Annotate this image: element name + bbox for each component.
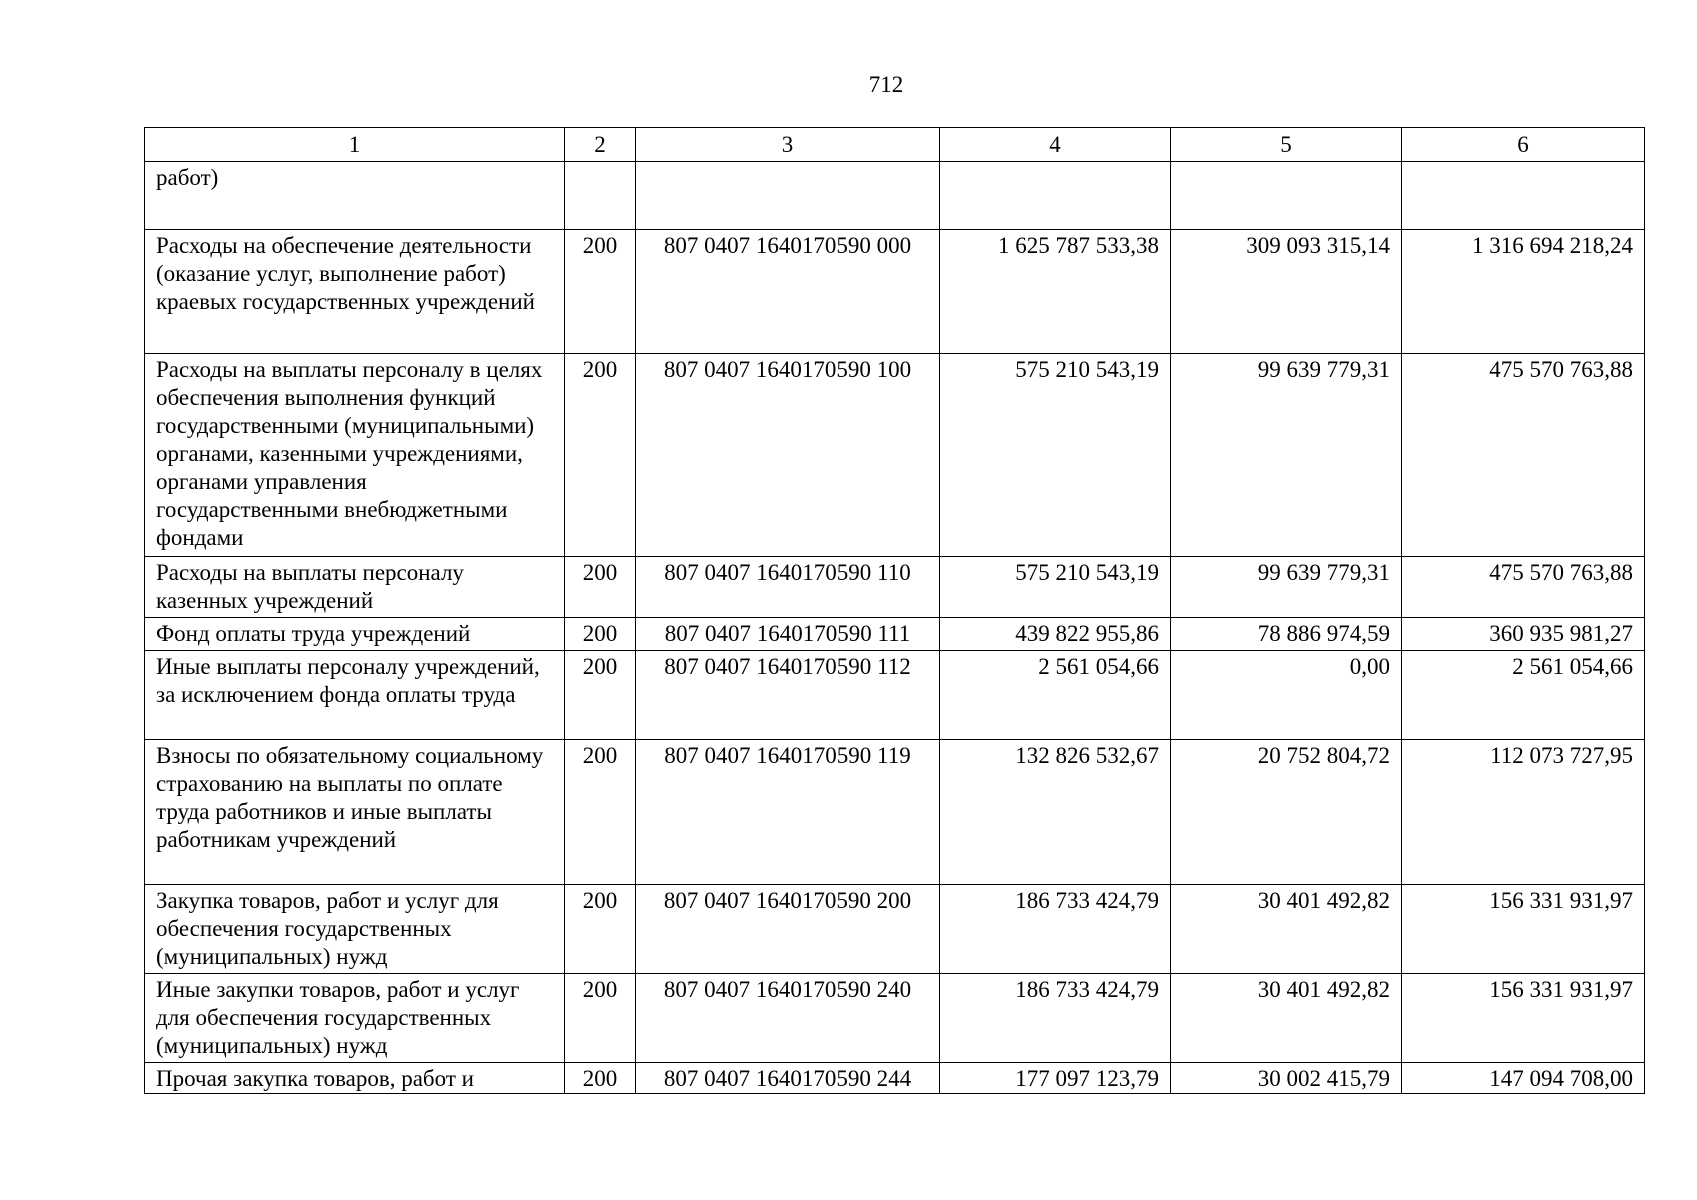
- row-name-cell: Расходы на выплаты персоналу казенных учреждений: [145, 557, 565, 618]
- row-approved-cell: 177 097 123,79: [940, 1063, 1171, 1094]
- row-executed-cell: 20 752 804,72: [1171, 740, 1402, 885]
- row-remaining-cell: 475 570 763,88: [1402, 354, 1645, 557]
- row-executed-cell: 99 639 779,31: [1171, 557, 1402, 618]
- row-name-cell: Расходы на выплаты персоналу в целях обеспечения выполнения функций государственными (муниципальными) органами, казенными учреждениями, органами управления государственными внебюджетными фондами: [145, 354, 565, 557]
- table-row: [145, 162, 1645, 230]
- page-number: 712: [868, 72, 904, 97]
- row-line-code-cell: 200: [565, 651, 636, 740]
- table-row: [145, 1063, 1645, 1094]
- row-line-code-cell: 200: [565, 885, 636, 974]
- row-name-cell: Иные закупки товаров, работ и услуг для обеспечения государственных (муниципальных) нужд: [145, 974, 565, 1063]
- row-remaining-cell: 2 561 054,66: [1402, 651, 1645, 740]
- row-budget-code-cell: 807 0407 1640170590 000: [636, 230, 940, 354]
- row-approved-cell: 1 625 787 533,38: [940, 230, 1171, 354]
- row-remaining-cell: 112 073 727,95: [1402, 740, 1645, 885]
- column-header: 5: [1171, 128, 1402, 162]
- row-budget-code-cell: [636, 162, 940, 230]
- table-row: [145, 885, 1645, 974]
- column-header: 1: [145, 128, 565, 162]
- table-row: [145, 557, 1645, 618]
- row-executed-cell: 78 886 974,59: [1171, 618, 1402, 651]
- row-line-code-cell: [565, 162, 636, 230]
- row-remaining-cell: 156 331 931,97: [1402, 885, 1645, 974]
- table-row: [145, 740, 1645, 885]
- row-budget-code-cell: 807 0407 1640170590 240: [636, 974, 940, 1063]
- row-line-code-cell: 200: [565, 618, 636, 651]
- row-remaining-cell: 360 935 981,27: [1402, 618, 1645, 651]
- row-executed-cell: 309 093 315,14: [1171, 230, 1402, 354]
- table-row: [145, 651, 1645, 740]
- row-line-code-cell: 200: [565, 230, 636, 354]
- row-name-cell: работ): [145, 162, 565, 230]
- row-executed-cell: 0,00: [1171, 651, 1402, 740]
- row-budget-code-cell: 807 0407 1640170590 110: [636, 557, 940, 618]
- table-row: [145, 974, 1645, 1063]
- row-budget-code-cell: 807 0407 1640170590 100: [636, 354, 940, 557]
- row-approved-cell: 132 826 532,67: [940, 740, 1171, 885]
- row-line-code-cell: 200: [565, 354, 636, 557]
- row-remaining-cell: 156 331 931,97: [1402, 974, 1645, 1063]
- row-name-cell: Закупка товаров, работ и услуг для обеспечения государственных (муниципальных) нужд: [145, 885, 565, 974]
- row-remaining-cell: 475 570 763,88: [1402, 557, 1645, 618]
- row-line-code-cell: 200: [565, 974, 636, 1063]
- row-budget-code-cell: 807 0407 1640170590 112: [636, 651, 940, 740]
- row-name-cell: Взносы по обязательному социальному страхованию на выплаты по оплате труда работников и иные выплаты работникам учреждений: [145, 740, 565, 885]
- table-row: [145, 230, 1645, 354]
- column-header: 3: [636, 128, 940, 162]
- row-budget-code-cell: 807 0407 1640170590 200: [636, 885, 940, 974]
- row-budget-code-cell: 807 0407 1640170590 111: [636, 618, 940, 651]
- row-executed-cell: 30 401 492,82: [1171, 885, 1402, 974]
- row-executed-cell: [1171, 162, 1402, 230]
- row-line-code-cell: 200: [565, 740, 636, 885]
- row-name-cell: Иные выплаты персоналу учреждений, за исключением фонда оплаты труда: [145, 651, 565, 740]
- row-remaining-cell: 147 094 708,00: [1402, 1063, 1645, 1094]
- row-budget-code-cell: 807 0407 1640170590 119: [636, 740, 940, 885]
- row-name-cell: Расходы на обеспечение деятельности (оказание услуг, выполнение работ) краевых государственных учреждений: [145, 230, 565, 354]
- row-approved-cell: 439 822 955,86: [940, 618, 1171, 651]
- row-executed-cell: 99 639 779,31: [1171, 354, 1402, 557]
- table-header-row: [145, 128, 1645, 162]
- row-line-code-cell: 200: [565, 1063, 636, 1094]
- row-approved-cell: 575 210 543,19: [940, 557, 1171, 618]
- table-row: [145, 354, 1645, 557]
- row-approved-cell: 186 733 424,79: [940, 885, 1171, 974]
- row-remaining-cell: [1402, 162, 1645, 230]
- row-name-cell: Прочая закупка товаров, работ и: [145, 1063, 565, 1094]
- row-executed-cell: 30 002 415,79: [1171, 1063, 1402, 1094]
- budget-execution-table: [144, 127, 1645, 1094]
- row-budget-code-cell: 807 0407 1640170590 244: [636, 1063, 940, 1094]
- row-approved-cell: [940, 162, 1171, 230]
- row-approved-cell: 2 561 054,66: [940, 651, 1171, 740]
- column-header: 2: [565, 128, 636, 162]
- row-line-code-cell: 200: [565, 557, 636, 618]
- row-approved-cell: 575 210 543,19: [940, 354, 1171, 557]
- row-name-cell: Фонд оплаты труда учреждений: [145, 618, 565, 651]
- row-approved-cell: 186 733 424,79: [940, 974, 1171, 1063]
- row-remaining-cell: 1 316 694 218,24: [1402, 230, 1645, 354]
- table-row: [145, 618, 1645, 651]
- column-header: 6: [1402, 128, 1645, 162]
- row-executed-cell: 30 401 492,82: [1171, 974, 1402, 1063]
- column-header: 4: [940, 128, 1171, 162]
